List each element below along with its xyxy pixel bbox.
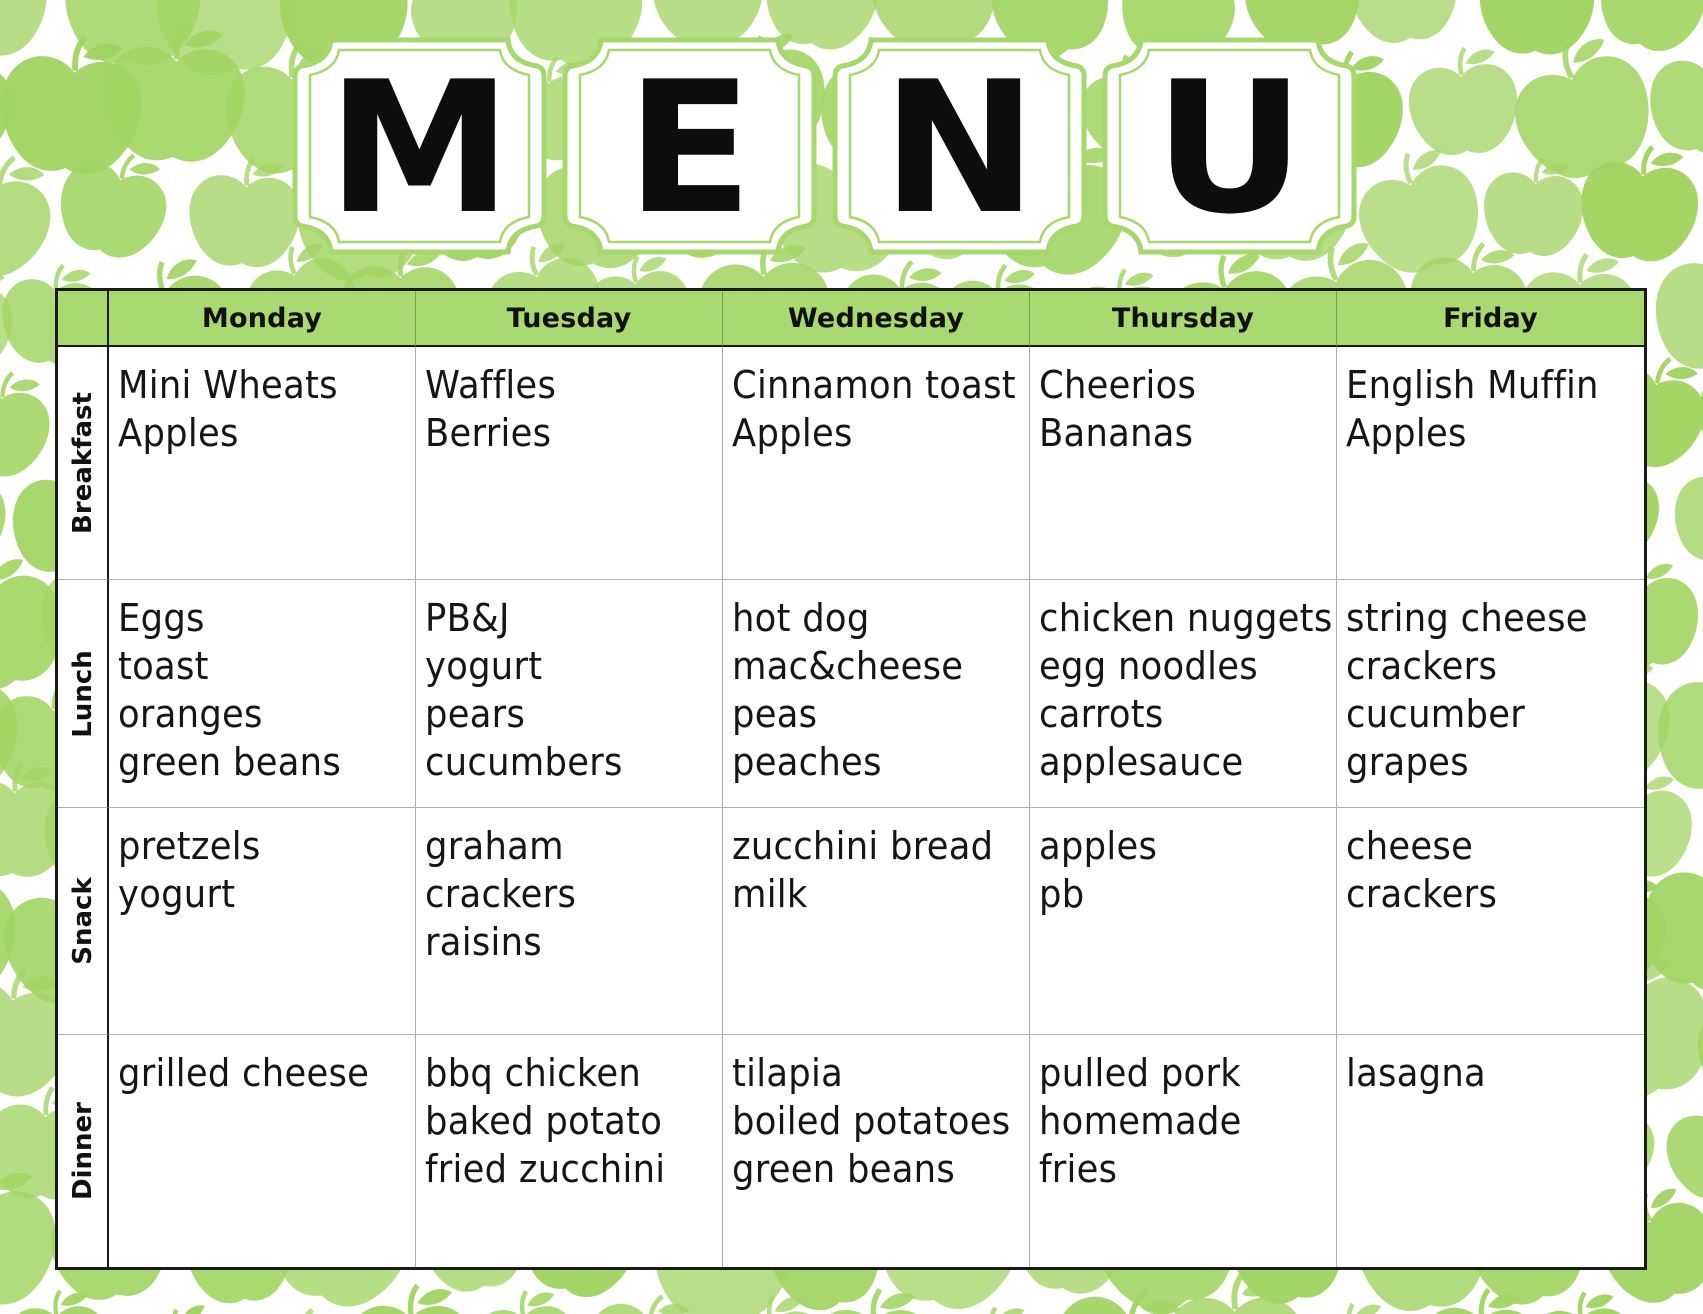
day-header-friday: Friday [1337, 291, 1644, 347]
menu-item: crackers [1346, 644, 1498, 688]
menu-item: tilapia [732, 1051, 844, 1095]
menu-item: cucumber [1346, 692, 1526, 736]
menu-cell [109, 580, 416, 808]
menu-cell [723, 347, 1030, 580]
menu-cell [1337, 808, 1644, 1035]
menu-cell [109, 347, 416, 580]
meal-label-text: Dinner [67, 1102, 98, 1200]
table-corner [58, 291, 109, 347]
menu-item: carrots [1039, 692, 1164, 736]
menu-item: PB&J [425, 596, 510, 640]
menu-item: string cheese [1346, 596, 1588, 640]
menu-item: fries [1039, 1147, 1118, 1191]
menu-cell [416, 808, 723, 1035]
title-tile-2 [557, 32, 822, 260]
menu-cell [1030, 1035, 1337, 1267]
menu-item: Apples [732, 411, 853, 455]
menu-cell [1337, 347, 1644, 580]
menu-cell [416, 580, 723, 808]
menu-item: cheese [1346, 824, 1474, 868]
menu-table [55, 288, 1647, 1270]
menu-item: Bananas [1039, 411, 1194, 455]
menu-item: Berries [425, 411, 552, 455]
menu-item: Apples [1346, 411, 1467, 455]
menu-cell [1337, 580, 1644, 808]
title-letter: M [327, 42, 512, 254]
day-header-tuesday: Tuesday [416, 291, 723, 347]
menu-cell [723, 580, 1030, 808]
menu-item: lasagna [1346, 1051, 1486, 1095]
menu-item: graham [425, 824, 564, 868]
menu-item: baked potato [425, 1099, 663, 1143]
meal-label-text: Breakfast [67, 392, 98, 534]
menu-item: yogurt [425, 644, 543, 688]
menu-item: milk [732, 872, 808, 916]
menu-item: chicken nuggets [1039, 596, 1333, 640]
menu-item: boiled potatoes [732, 1099, 1011, 1143]
menu-item: zucchini bread [732, 824, 994, 868]
menu-item: mac&cheese [732, 644, 964, 688]
menu-item: apples [1039, 824, 1158, 868]
menu-cell [723, 808, 1030, 1035]
menu-item: green beans [732, 1147, 956, 1191]
meal-label-lunch [58, 580, 109, 808]
menu-cell [723, 1035, 1030, 1267]
apple-icon [1659, 1085, 1703, 1205]
day-header-monday: Monday [109, 291, 416, 347]
apple-icon [470, 1286, 580, 1314]
menu-item: yogurt [118, 872, 236, 916]
meal-label-text: Lunch [67, 649, 98, 738]
menu-item: crackers [1346, 872, 1498, 916]
title-tile-3 [827, 32, 1092, 260]
menu-item: pretzels [118, 824, 261, 868]
menu-item: pears [425, 692, 526, 736]
meal-label-dinner [58, 1035, 109, 1267]
menu-item: Eggs [118, 596, 205, 640]
menu-item: fried zucchini [425, 1147, 666, 1191]
menu-item: pb [1039, 872, 1085, 916]
title-tile-4 [1097, 32, 1362, 260]
meal-label-snack [58, 808, 109, 1035]
menu-item: Waffles [425, 363, 557, 407]
title-letter: N [881, 42, 1038, 254]
menu-item: green beans [118, 740, 342, 784]
menu-item: oranges [118, 692, 263, 736]
day-header-thursday: Thursday [1030, 291, 1337, 347]
menu-item: bbq chicken [425, 1051, 642, 1095]
meal-label-text: Snack [67, 877, 98, 965]
menu-cell [1030, 808, 1337, 1035]
menu-item: raisins [425, 920, 543, 964]
menu-cell [109, 808, 416, 1035]
title-letter: E [626, 42, 753, 254]
menu-cell [109, 1035, 416, 1267]
menu-cell [1030, 347, 1337, 580]
menu-title [0, 0, 1703, 290]
menu-item: peas [732, 692, 818, 736]
menu-item: grapes [1346, 740, 1469, 784]
menu-cell [416, 1035, 723, 1267]
apple-icon [0, 360, 59, 485]
menu-item: Mini Wheats [118, 363, 338, 407]
day-header-wednesday: Wednesday [723, 291, 1030, 347]
menu-item: Apples [118, 411, 239, 455]
menu-item: cucumbers [425, 740, 623, 784]
menu-item: Cheerios [1039, 363, 1197, 407]
menu-item: pulled pork [1039, 1051, 1241, 1095]
menu-item: homemade [1039, 1099, 1242, 1143]
apple-icon [1666, 454, 1703, 573]
menu-cell [1030, 580, 1337, 808]
menu-item: hot dog [732, 596, 870, 640]
menu-item: peaches [732, 740, 882, 784]
meal-label-breakfast [58, 347, 109, 580]
menu-item: Cinnamon toast [732, 363, 1016, 407]
menu-cell [1337, 1035, 1644, 1267]
title-letter: U [1154, 42, 1305, 254]
title-tile-1 [287, 32, 552, 260]
menu-cell [416, 347, 723, 580]
menu-grid [58, 291, 1644, 1267]
menu-item: crackers [425, 872, 577, 916]
menu-item: applesauce [1039, 740, 1244, 784]
menu-item: English Muffin [1346, 363, 1599, 407]
menu-item: toast [118, 644, 209, 688]
menu-item: grilled cheese [118, 1051, 370, 1095]
menu-item: egg noodles [1039, 644, 1258, 688]
